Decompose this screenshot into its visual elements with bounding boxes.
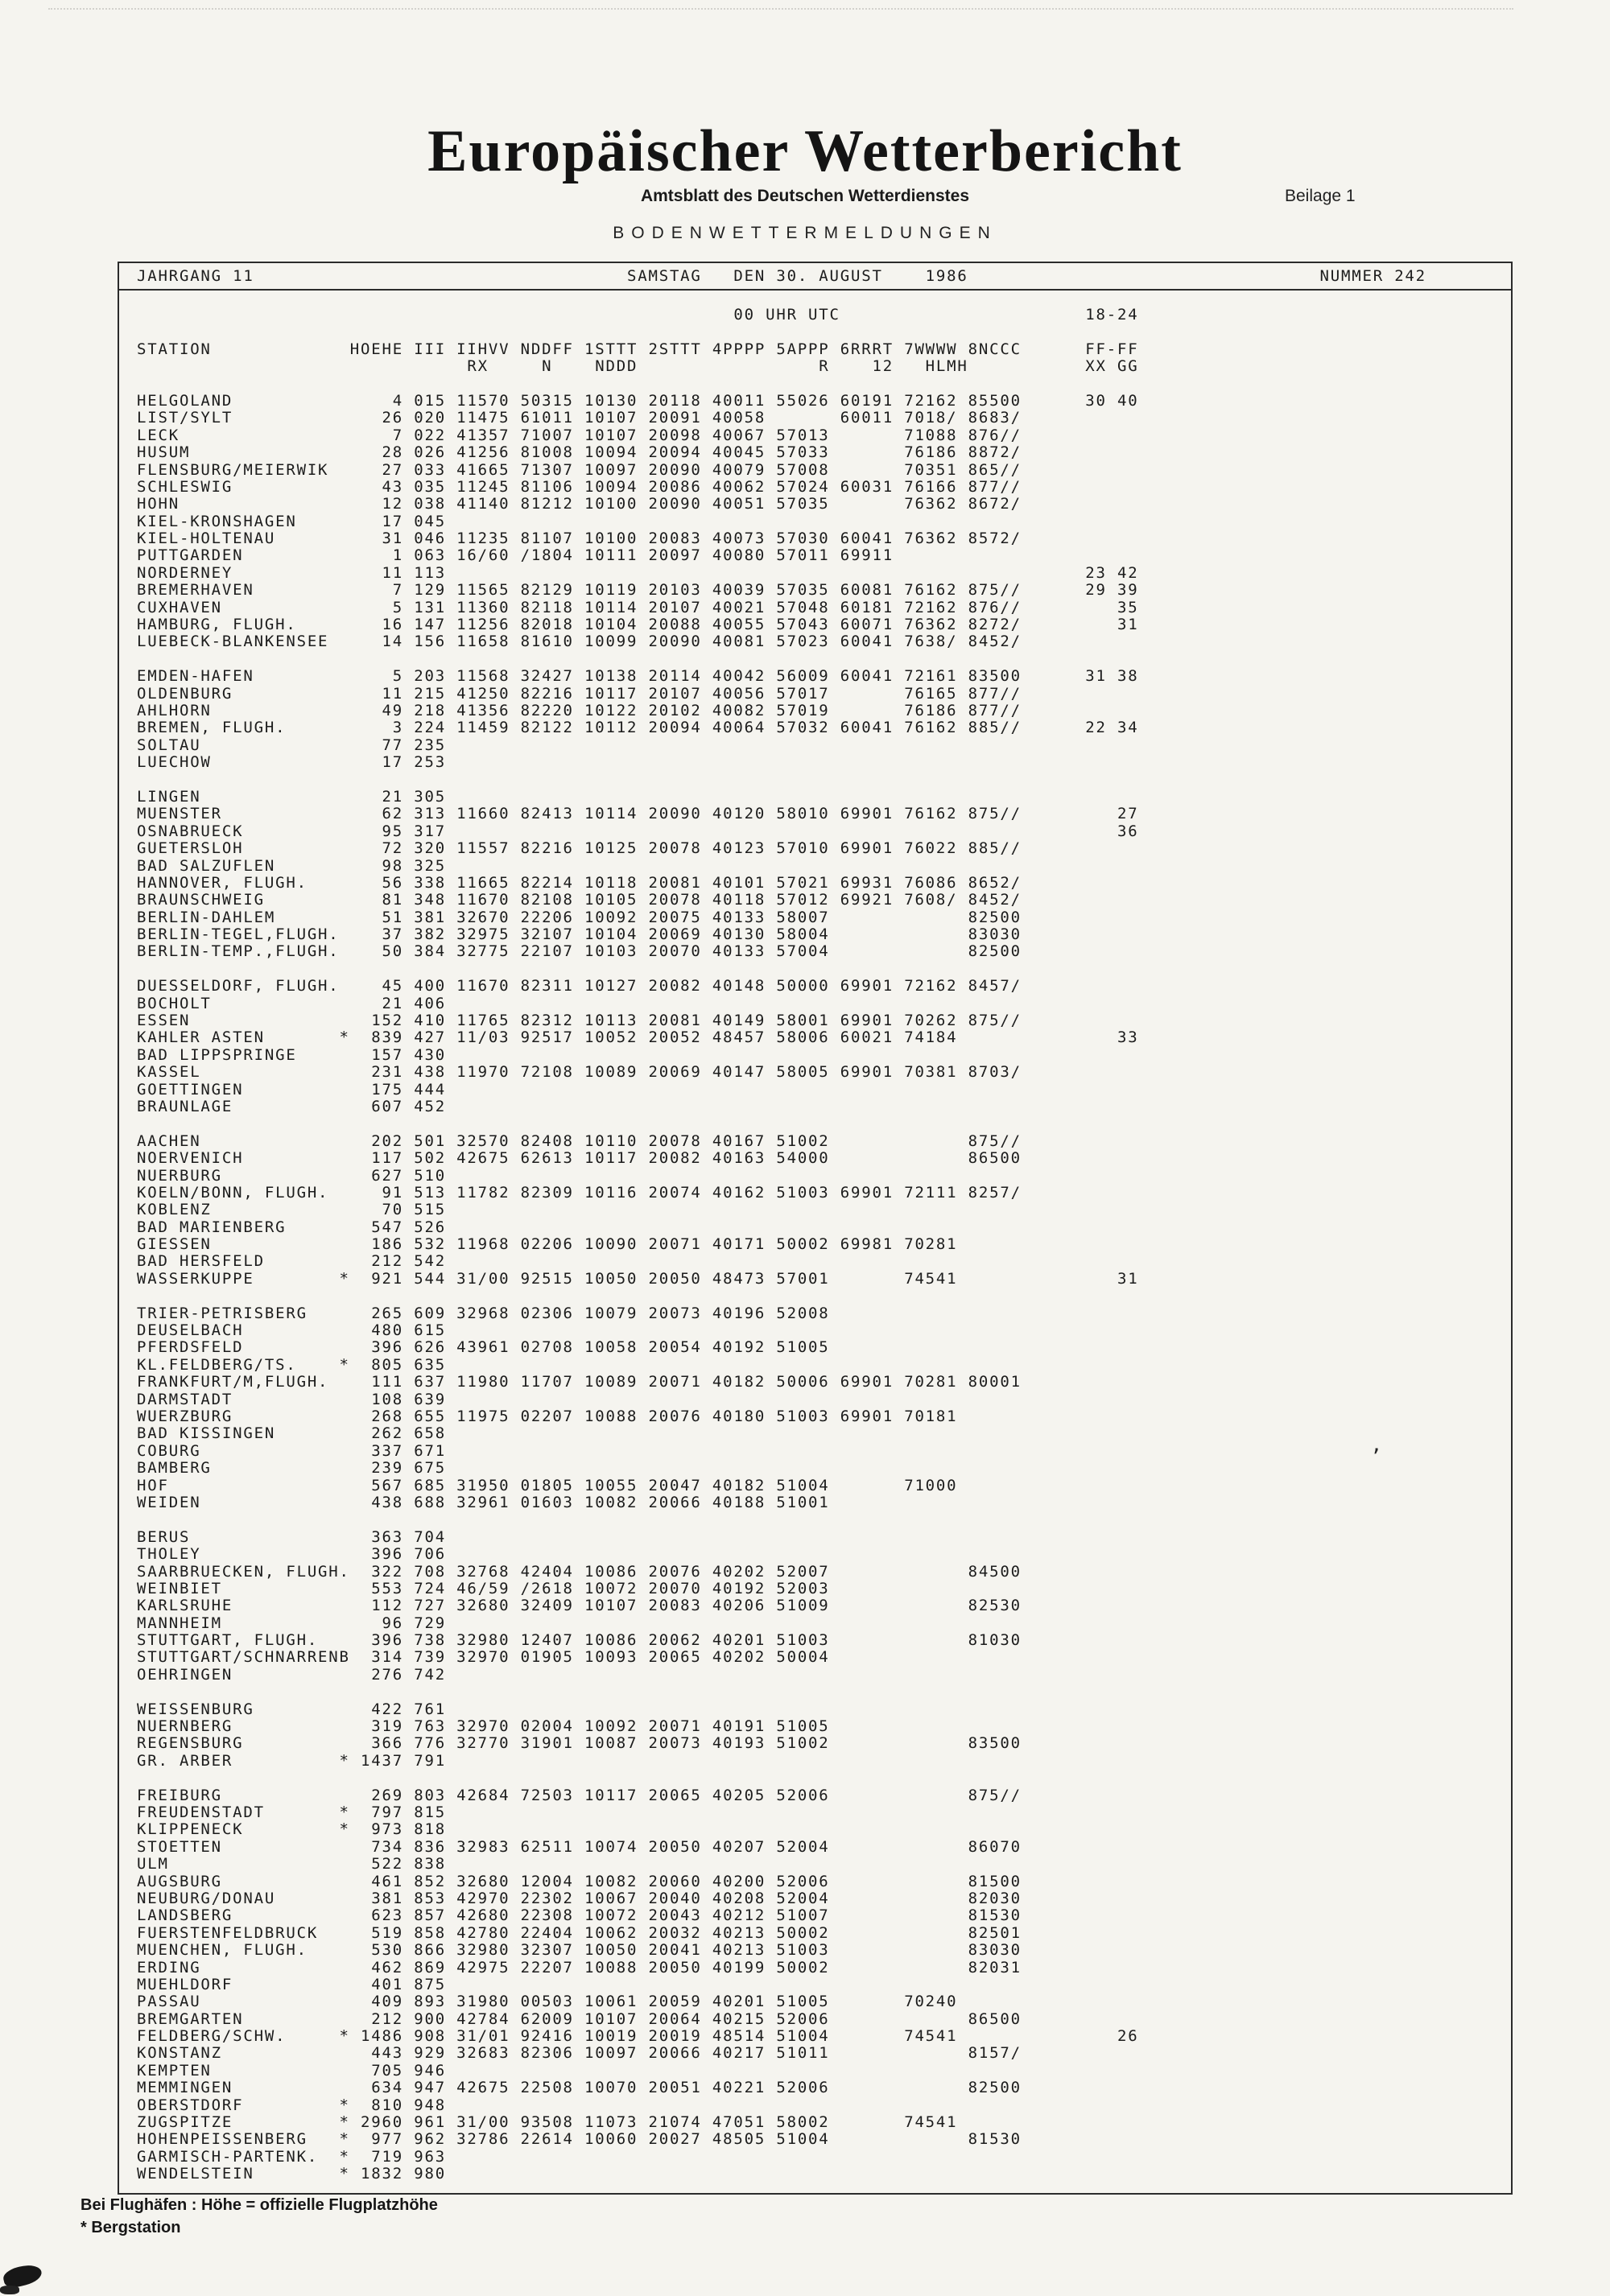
report-line: FLENSBURG/MEIERWIK 27 033 41665 71307 10097 20090 40079 57008 70351 865//	[137, 460, 1022, 479]
report-line: THOLEY 396 706	[137, 1545, 446, 1564]
report-line: BREMEN, FLUGH. 3 224 11459 82122 10112 20094 40064 57032 60041 76162 885// 22 34	[137, 719, 1139, 737]
report-line: SOLTAU 77 235	[137, 736, 446, 754]
report-line: MUEHLDORF 401 875	[137, 1975, 446, 1993]
report-line: BAD SALZUFLEN 98 325	[137, 856, 446, 875]
report-line: GUETERSLOH 72 320 11557 82216 10125 20078 40123 57010 69901 76022 885//	[137, 839, 1022, 858]
report-line: PFERDSFELD 396 626 43961 02708 10058 20054 40192 51005	[137, 1338, 830, 1357]
beilage-label: Beilage 1	[1285, 187, 1356, 205]
report-line: GIESSEN 186 532 11968 02206 10090 20071 40171 50002 69981 70281	[137, 1235, 958, 1254]
masthead: JAHRGANG 11 SAMSTAG DEN 30. AUGUST 1986 NUMMER 242	[119, 263, 1511, 291]
report-line: NORDERNEY 11 113 23 42	[137, 563, 1139, 582]
report-line: KONSTANZ 443 929 32683 82306 10097 20066 40217 51011 8157/	[137, 2044, 1022, 2063]
ink-smudge	[0, 2286, 19, 2294]
subtitle-row	[0, 187, 1610, 206]
footnote-bergstation: * Bergstation	[80, 2219, 181, 2236]
subtitle: Amtsblatt des Deutschen Wetterdienstes	[640, 187, 970, 205]
report-line: BAD KISSINGEN 262 658	[137, 1424, 446, 1443]
report-blank-line	[137, 376, 1511, 393]
report-line: BRAUNSCHWEIG 81 348 11670 82108 10105 20078 40118 57012 69921 7608/ 8452/	[137, 891, 1022, 909]
scan-artifact-top-line	[48, 8, 1513, 10]
report-line: BAD MARIENBERG 547 526	[137, 1218, 446, 1236]
section-heading: BODENWETTERMELDUNGEN	[613, 224, 997, 242]
report-line: REGENSBURG 366 776 32770 31901 10087 20073 40193 51002 83500	[137, 1734, 1022, 1753]
report-line: DEUSELBACH 480 615	[137, 1321, 446, 1340]
report-line: RX N NDDD R 12 HLMH XX GG	[137, 357, 1139, 376]
report-line: HOHN 12 038 41140 81212 10100 20090 40051 57035 76362 8672/	[137, 495, 1022, 513]
report-blank-line	[137, 1115, 1511, 1132]
report-line: KAHLER ASTEN * 839 427 11/03 92517 10052 20052 48457 58006 60021 74184 33	[137, 1028, 1139, 1047]
report-line: DUESSELDORF, FLUGH. 45 400 11670 82311 10127 20082 40148 50000 69901 72162 8457/	[137, 977, 1022, 995]
report-line: KOBLENZ 70 515	[137, 1201, 446, 1219]
report-line: GARMISCH-PARTENK. * 719 963	[137, 2147, 446, 2166]
report-line: BERLIN-DAHLEM 51 381 32670 22206 10092 20075 40133 58007 82500	[137, 908, 1022, 926]
report-line: HOF 567 685 31950 01805 10055 20047 40182 51004 71000	[137, 1476, 958, 1494]
report-line: HOHENPEISSENBERG * 977 962 32786 22614 10060 20027 48505 51004 81530	[137, 2130, 1022, 2149]
report-line: HELGOLAND 4 015 11570 50315 10130 20118 40011 55026 60191 72162 85500 30 40	[137, 391, 1139, 410]
report-line: FREUDENSTADT * 797 815	[137, 1803, 446, 1821]
report-line: STUTTGART/SCHNARRENB 314 739 32970 01905 10093 20065 40202 50004	[137, 1648, 830, 1667]
report-line: STUTTGART, FLUGH. 396 738 32980 12407 10086 20062 40201 51003 81030	[137, 1631, 1022, 1650]
report-blank-line	[137, 1288, 1511, 1305]
report-line: EMDEN-HAFEN 5 203 11568 32427 10138 20114 40042 56009 60041 72161 83500 31 38	[137, 667, 1139, 686]
report-line: BREMERHAVEN 7 129 11565 82129 10119 20103 40039 57035 60081 76162 875// 29 39	[137, 581, 1139, 600]
report-line: HANNOVER, FLUGH. 56 338 11665 82214 10118 20081 40101 57021 69931 76086 8652/	[137, 873, 1022, 892]
report-line: MUENCHEN, FLUGH. 530 866 32980 32307 10050 20041 40213 51003 83030	[137, 1941, 1022, 1960]
report-line: TRIER-PETRISBERG 265 609 32968 02306 10079 20073 40196 52008	[137, 1304, 830, 1322]
report-line: SCHLESWIG 43 035 11245 81106 10094 20086 40062 57024 60031 76166 877//	[137, 477, 1022, 496]
report-line: KARLSRUHE 112 727 32680 32409 10107 20083 40206 51009 82530	[137, 1597, 1022, 1615]
scan-artifact: ’	[1370, 1445, 1382, 1468]
report-line: 00 UHR UTC 18-24	[137, 306, 1139, 324]
page-title: Europäischer Wetterbericht	[427, 118, 1183, 184]
report-line: NEUBURG/DONAU 381 853 42970 22302 10067 20040 40208 52004 82030	[137, 1889, 1022, 1907]
report-body	[119, 291, 1511, 2183]
report-line: BAD HERSFELD 212 542	[137, 1252, 446, 1271]
report-line: FRANKFURT/M,FLUGH. 111 637 11980 11707 10089 20071 40182 50006 69901 70281 80001	[137, 1373, 1022, 1391]
report-line: KASSEL 231 438 11970 72108 10089 20069 40147 58005 69901 70381 8703/	[137, 1063, 1022, 1082]
report-line: WEIDEN 438 688 32961 01603 10082 20066 40188 51001	[137, 1493, 830, 1511]
report-line: KLIPPENECK * 973 818	[137, 1820, 446, 1839]
report-line: LECK 7 022 41357 71007 10107 20098 40067 57013 71088 876//	[137, 426, 1022, 444]
report-line: NUERNBERG 319 763 32970 02004 10092 20071 40191 51005	[137, 1717, 830, 1736]
report-blank-line	[137, 1684, 1511, 1700]
report-blank-line	[137, 651, 1511, 668]
report-line: FREIBURG 269 803 42684 72503 10117 20065 40205 52006 875//	[137, 1786, 1022, 1804]
report-line: BAD LIPPSPRINGE 157 430	[137, 1045, 446, 1064]
report-line: LINGEN 21 305	[137, 787, 446, 806]
report-line: AHLHORN 49 218 41356 82220 10122 20102 40082 57019 76186 877//	[137, 701, 1022, 719]
report-line: BERLIN-TEGEL,FLUGH. 37 382 32975 32107 10104 20069 40130 58004 83030	[137, 925, 1022, 944]
report-line: WENDELSTEIN * 1832 980	[137, 2165, 446, 2183]
report-line: MUENSTER 62 313 11660 82413 10114 20090 40120 58010 69901 76162 875// 27	[137, 805, 1139, 823]
report-line: LANDSBERG 623 857 42680 22308 10072 20043 40212 51007 81530	[137, 1906, 1022, 1925]
report-line: BERLIN-TEMP.,FLUGH. 50 384 32775 22107 10103 20070 40133 57004 82500	[137, 942, 1022, 961]
report-line: PASSAU 409 893 31980 00503 10061 20059 40201 51005 70240	[137, 1993, 958, 2011]
report-line: STOETTEN 734 836 32983 62511 10074 20050 40207 52004 86070	[137, 1837, 1022, 1856]
report-line: DARMSTADT 108 639	[137, 1390, 446, 1408]
report-line: BRAUNLAGE 607 452	[137, 1097, 446, 1115]
report-line: AACHEN 202 501 32570 82408 10110 20078 40167 51002 875//	[137, 1132, 1022, 1150]
report-line: WEISSENBURG 422 761	[137, 1700, 446, 1718]
report-line: HAMBURG, FLUGH. 16 147 11256 82018 10104 20088 40055 57043 60071 76362 8272/ 31	[137, 616, 1139, 634]
footnote-flughafen: Bei Flughäfen : Höhe = offizielle Flugplatzhöhe	[80, 2196, 438, 2214]
report-line: KOELN/BONN, FLUGH. 91 513 11782 82309 10116 20074 40162 51003 69901 72111 8257/	[137, 1183, 1022, 1202]
report-line: MANNHEIM 96 729	[137, 1614, 446, 1632]
report-line: AUGSBURG 461 852 32680 12004 10082 20060 40200 52006 81500	[137, 1872, 1022, 1890]
report-line: FUERSTENFELDBRUCK 519 858 42780 22404 10062 20032 40213 50002 82501	[137, 1923, 1022, 1942]
report-line: WEINBIET 553 724 46/59 /2618 10072 20070 40192 52003	[137, 1579, 830, 1597]
report-line: LIST/SYLT 26 020 11475 61011 10107 20091 40058 60011 7018/ 8683/	[137, 409, 1022, 427]
report-line: OBERSTDORF * 810 948	[137, 2096, 446, 2114]
report-box	[118, 262, 1513, 2195]
report-line: ESSEN 152 410 11765 82312 10113 20081 40149 58001 69901 70262 875//	[137, 1012, 1022, 1030]
report-line: OEHRINGEN 276 742	[137, 1665, 446, 1684]
report-line: CUXHAVEN 5 131 11360 82118 10114 20107 40021 57048 60181 72162 876// 35	[137, 598, 1139, 616]
report-line: KIEL-KRONSHAGEN 17 045	[137, 512, 446, 530]
report-line: LUECHOW 17 253	[137, 753, 446, 772]
report-line: HUSUM 28 026 41256 81008 10094 20094 40045 57033 76186 8872/	[137, 443, 1022, 462]
report-line: NOERVENICH 117 502 42675 62613 10117 20082 40163 54000 86500	[137, 1149, 1022, 1168]
report-line: OSNABRUECK 95 317 36	[137, 822, 1139, 840]
report-line: GR. ARBER * 1437 791	[137, 1751, 446, 1770]
report-line: KIEL-HOLTENAU 31 046 11235 81107 10100 20083 40073 57030 60041 76362 8572/	[137, 530, 1022, 548]
report-line: KEMPTEN 705 946	[137, 2061, 446, 2080]
report-line: NUERBURG 627 510	[137, 1166, 446, 1185]
report-line: ZUGSPITZE * 2960 961 31/00 93508 11073 21074 47051 58002 74541	[137, 2113, 958, 2132]
report-line: BOCHOLT 21 406	[137, 994, 446, 1012]
report-blank-line	[137, 961, 1511, 978]
report-line: GOETTINGEN 175 444	[137, 1080, 446, 1099]
report-line: BREMGARTEN 212 900 42784 62009 10107 20064 40215 52006 86500	[137, 2010, 1022, 2028]
report-line: FELDBERG/SCHW. * 1486 908 31/01 92416 10019 20019 48514 51004 74541 26	[137, 2027, 1139, 2046]
report-line: MEMMINGEN 634 947 42675 22508 10070 20051 40221 52006 82500	[137, 2079, 1022, 2097]
report-line: OLDENBURG 11 215 41250 82216 10117 20107 40056 57017 76165 877//	[137, 684, 1022, 703]
report-line: SAARBRUECKEN, FLUGH. 322 708 32768 42404 10086 20076 40202 52007 84500	[137, 1562, 1022, 1581]
report-line: WUERZBURG 268 655 11975 02207 10088 20076 40180 51003 69901 70181	[137, 1408, 958, 1425]
report-line: LUEBECK-BLANKENSEE 14 156 11658 81610 10099 20090 40081 57023 60041 7638/ 8452/	[137, 633, 1022, 651]
report-line: ULM 522 838	[137, 1855, 446, 1873]
report-line: STATION HOEHE III IIHVV NDDFF 1STTT 2STTT 4PPPP 5APPP 6RRRT 7WWWW 8NCCC FF-FF	[137, 340, 1139, 358]
report-line: BAMBERG 239 675	[137, 1459, 446, 1478]
report-blank-line	[137, 1770, 1511, 1787]
report-line: ERDING 462 869 42975 22207 10088 20050 40199 50002 82031	[137, 1958, 1022, 1977]
report-blank-line	[137, 1511, 1511, 1528]
report-line: COBURG 337 671	[137, 1441, 446, 1460]
report-line: PUTTGARDEN 1 063 16/60 /1804 10111 20097 40080 57011 69911	[137, 546, 894, 565]
report-line: WASSERKUPPE * 921 544 31/00 92515 10050 20050 48473 57001 74541 31	[137, 1269, 1139, 1288]
report-blank-line	[137, 772, 1511, 789]
report-blank-line	[137, 324, 1511, 340]
report-line: BERUS 363 704	[137, 1527, 446, 1546]
report-line: KL.FELDBERG/TS. * 805 635	[137, 1355, 446, 1374]
